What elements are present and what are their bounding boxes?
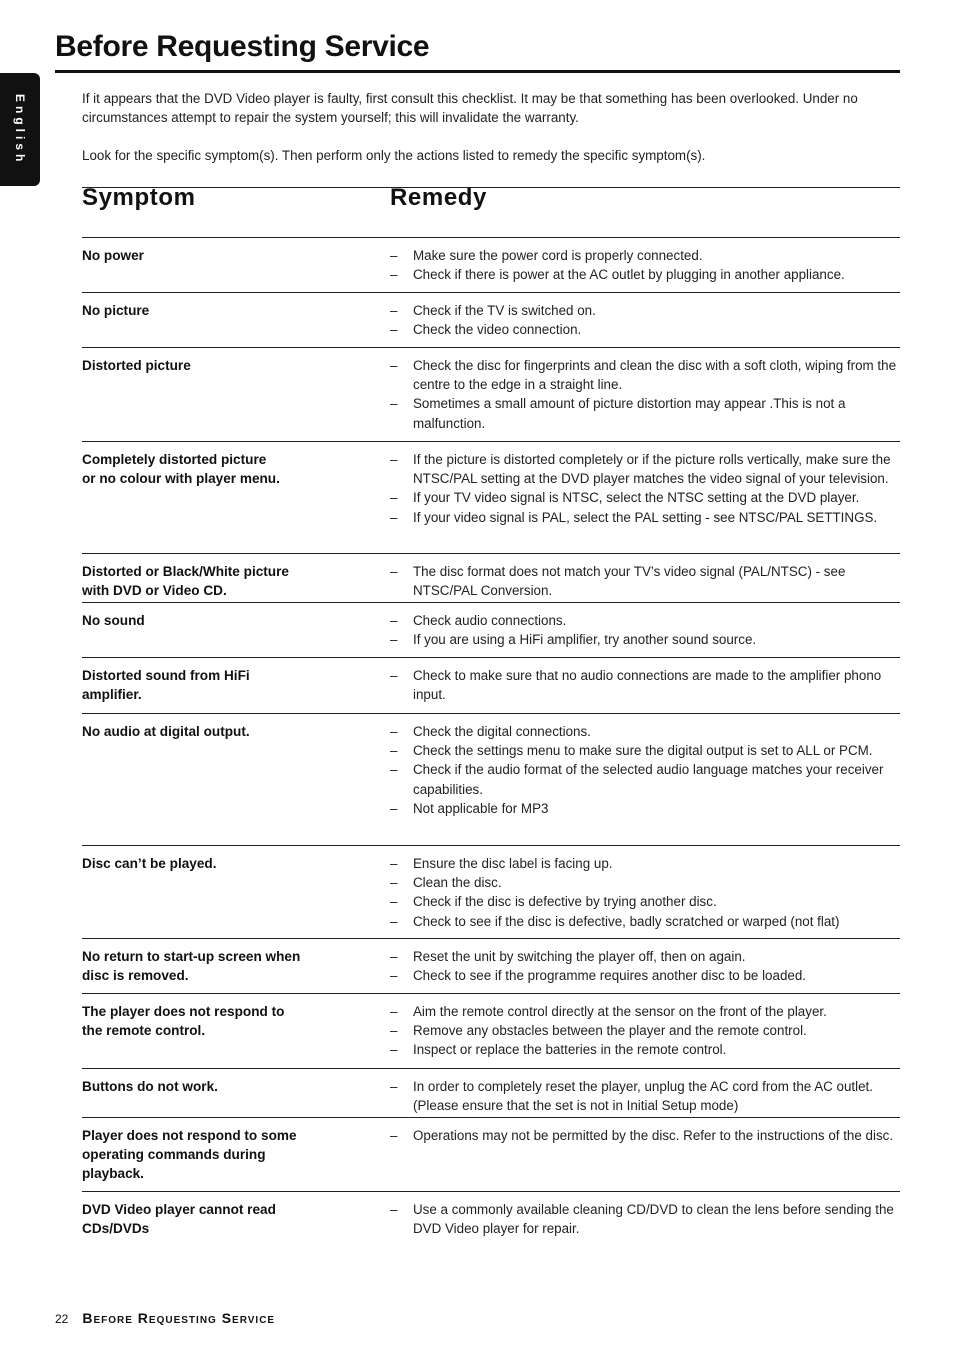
remedy-text: Operations may not be permitted by the disc. Refer to the instructions of the disc.: [413, 1128, 894, 1143]
remedy-text: Check the settings menu to make sure the digital output is set to ALL or PCM.: [413, 743, 873, 759]
remedy-item: [390, 912, 902, 931]
remedy-text: If you are using a HiFi amplifier, try another sound source.: [413, 632, 757, 648]
symptom-column-heading: Symptom: [82, 184, 196, 211]
remedy-item: [390, 892, 902, 911]
remedy-item: [390, 741, 902, 760]
dash-bullet: –: [390, 1004, 398, 1019]
dash-bullet: –: [390, 303, 398, 318]
symptom-cell: No return to start-up screen when disc is removed.: [82, 949, 301, 984]
remedy-item: [390, 320, 902, 339]
table-row: [82, 347, 900, 442]
dash-bullet: –: [390, 490, 398, 506]
remedy-item: [390, 394, 902, 432]
remedy-text: Not applicable for MP3: [413, 800, 549, 816]
table-row: [82, 602, 900, 658]
remedy-item: [390, 666, 902, 704]
remedy-list: [390, 562, 902, 600]
remedy-list: [390, 1002, 902, 1060]
dash-bullet: –: [390, 613, 398, 628]
remedy-text: If the picture is distorted completely or if the picture rolls vertically, make sure the NTSC/PAL setting at the DVD player matches the video signal of your television.: [413, 452, 891, 487]
language-tab: [0, 73, 40, 186]
dash-bullet: –: [390, 1128, 398, 1143]
dash-bullet: –: [390, 968, 398, 984]
dash-bullet: –: [390, 358, 398, 373]
table-row: [82, 713, 900, 846]
dash-bullet: –: [390, 743, 398, 759]
remedy-text: Ensure the disc label is facing up.: [413, 856, 613, 871]
symptom-cell: No sound: [82, 613, 145, 628]
remedy-item: [390, 246, 902, 265]
remedy-list: [390, 1200, 902, 1238]
remedy-item: [390, 1200, 902, 1238]
footer-title: Before Requesting Service: [82, 1310, 276, 1326]
remedy-column-heading: Remedy: [390, 184, 487, 211]
dash-bullet: –: [390, 949, 398, 964]
symptom-cell: No picture: [82, 303, 150, 318]
remedy-text: If your TV video signal is NTSC, select the NTSC setting at the DVD player.: [413, 490, 860, 506]
dash-bullet: –: [390, 762, 398, 778]
remedy-item: [390, 508, 902, 527]
dash-bullet: –: [390, 248, 398, 263]
remedy-item: [390, 760, 902, 798]
table-row: [82, 845, 900, 939]
table-row: [82, 1117, 900, 1192]
remedy-text: Clean the disc.: [413, 875, 502, 891]
dash-bullet: –: [390, 267, 398, 283]
dash-bullet: –: [390, 894, 398, 910]
symptom-cell: No audio at digital output.: [82, 724, 250, 739]
dash-bullet: –: [390, 509, 398, 525]
dash-bullet: –: [390, 322, 398, 338]
remedy-text: If your video signal is PAL, select the PAL setting - see NTSC/PAL SETTINGS.: [413, 509, 878, 525]
symptom-cell: Distorted sound from HiFi amplifier.: [82, 668, 250, 703]
table-row: [82, 441, 900, 554]
dash-bullet: –: [390, 632, 398, 648]
remedy-text: Use a commonly available cleaning CD/DVD to clean the lens before sending the DVD Video player for repair.: [413, 1202, 894, 1237]
remedy-item: [390, 265, 902, 284]
remedy-item: [390, 1077, 902, 1115]
table-row: [82, 1068, 900, 1118]
remedy-text: Check to make sure that no audio connections are made to the amplifier phono input.: [413, 668, 882, 703]
remedy-text: In order to completely reset the player, unplug the AC cord from the AC outlet. (Please ensure that the set is not in Initial Setup mode): [413, 1079, 873, 1114]
dash-bullet: –: [390, 875, 398, 891]
table-row: [82, 657, 900, 714]
symptom-cell: DVD Video player cannot read CDs/DVDs: [82, 1202, 276, 1237]
dash-bullet: –: [390, 668, 398, 683]
remedy-item: [390, 1021, 902, 1040]
remedy-text: Check audio connections.: [413, 613, 567, 628]
symptom-cell: Player does not respond to some operating commands during playback.: [82, 1128, 297, 1182]
title-divider: [55, 70, 900, 73]
remedy-item: [390, 1126, 902, 1145]
symptom-cell: No power: [82, 248, 144, 263]
table-row: [82, 993, 900, 1069]
dash-bullet: –: [390, 396, 398, 412]
remedy-list: [390, 1077, 902, 1115]
dash-bullet: –: [390, 1202, 398, 1217]
remedy-item: [390, 611, 902, 630]
remedy-text: Check to see if the disc is defective, badly scratched or warped (not flat): [413, 913, 840, 929]
remedy-list: [390, 1126, 902, 1145]
remedy-item: [390, 1040, 902, 1059]
dash-bullet: –: [390, 856, 398, 871]
remedy-item: [390, 562, 902, 600]
remedy-item: [390, 1002, 902, 1021]
intro-paragraph: If it appears that the DVD Video player is faulty, first consult this checklist. It may be that something has been overlooked. Under no circumstances attempt to repair the system yourself; this will invalidate the warranty.: [82, 91, 858, 125]
remedy-item: [390, 630, 902, 649]
remedy-text: Inspect or replace the batteries in the remote control.: [413, 1042, 727, 1058]
table-row: [82, 553, 900, 603]
table-row: [82, 938, 900, 994]
remedy-text: Remove any obstacles between the player and the remote control.: [413, 1023, 807, 1039]
remedy-text: Check the disc for fingerprints and clean the disc with a soft cloth, wiping from the centre to the edge in a straight line.: [413, 358, 897, 393]
table-row: [82, 1191, 900, 1252]
remedy-item: [390, 799, 902, 818]
dash-bullet: –: [390, 452, 398, 467]
heading-divider: [82, 187, 900, 188]
remedy-text: Sometimes a small amount of picture distortion may appear .This is not a malfunction.: [413, 396, 846, 431]
remedy-item: [390, 488, 902, 507]
remedy-text: The disc format does not match your TV’s video signal (PAL/NTSC) - see NTSC/PAL Conversion.: [413, 564, 846, 599]
page-title: Before Requesting Service: [55, 30, 430, 63]
symptom-cell: The player does not respond to the remote control.: [82, 1004, 285, 1039]
remedy-item: [390, 356, 902, 394]
dash-bullet: –: [390, 724, 398, 739]
table-row: [82, 292, 900, 348]
remedy-list: [390, 246, 902, 284]
remedy-list: [390, 301, 902, 339]
dash-bullet: –: [390, 1079, 398, 1094]
symptom-cell: Distorted picture: [82, 358, 191, 373]
instruction-paragraph: Look for the specific symptom(s). Then perform only the actions listed to remedy the specific symptom(s).: [82, 148, 706, 163]
symptom-cell: Completely distorted picture or no colour with player menu.: [82, 452, 280, 487]
dash-bullet: –: [390, 800, 398, 816]
remedy-item: [390, 854, 902, 873]
remedy-list: [390, 854, 902, 931]
remedy-text: Check if the audio format of the selected audio language matches your receiver capabilities.: [413, 762, 884, 797]
remedy-item: [390, 966, 902, 985]
remedy-text: Aim the remote control directly at the sensor on the front of the player.: [413, 1004, 827, 1019]
page-footer: [55, 1310, 275, 1326]
symptom-cell: Distorted or Black/White picture with DVD or Video CD.: [82, 564, 289, 599]
remedy-text: Check the video connection.: [413, 322, 582, 338]
remedy-text: Check if the disc is defective by trying another disc.: [413, 894, 717, 910]
remedy-list: [390, 450, 902, 527]
remedy-item: [390, 873, 902, 892]
dash-bullet: –: [390, 564, 398, 579]
remedy-item: [390, 722, 902, 741]
remedy-text: Make sure the power cord is properly connected.: [413, 248, 703, 263]
remedy-item: [390, 450, 902, 488]
remedy-item: [390, 947, 902, 966]
remedy-list: [390, 722, 902, 818]
remedy-list: [390, 356, 902, 433]
remedy-item: [390, 301, 902, 320]
remedy-list: [390, 611, 902, 649]
remedy-list: [390, 947, 902, 985]
remedy-text: Check the digital connections.: [413, 724, 591, 739]
remedy-text: Check to see if the programme requires another disc to be loaded.: [413, 968, 807, 984]
remedy-text: Check if the TV is switched on.: [413, 303, 596, 318]
language-tab-label: English: [13, 93, 27, 166]
dash-bullet: –: [390, 1023, 398, 1039]
remedy-list: [390, 666, 902, 704]
page-number: 22: [55, 1312, 69, 1326]
dash-bullet: –: [390, 913, 398, 929]
remedy-text: Reset the unit by switching the player off, then on again.: [413, 949, 746, 964]
remedy-text: Check if there is power at the AC outlet by plugging in another appliance.: [413, 267, 845, 283]
symptom-cell: Buttons do not work.: [82, 1079, 218, 1094]
table-row: [82, 237, 900, 293]
dash-bullet: –: [390, 1042, 398, 1058]
symptom-cell: Disc can’t be played.: [82, 856, 217, 871]
